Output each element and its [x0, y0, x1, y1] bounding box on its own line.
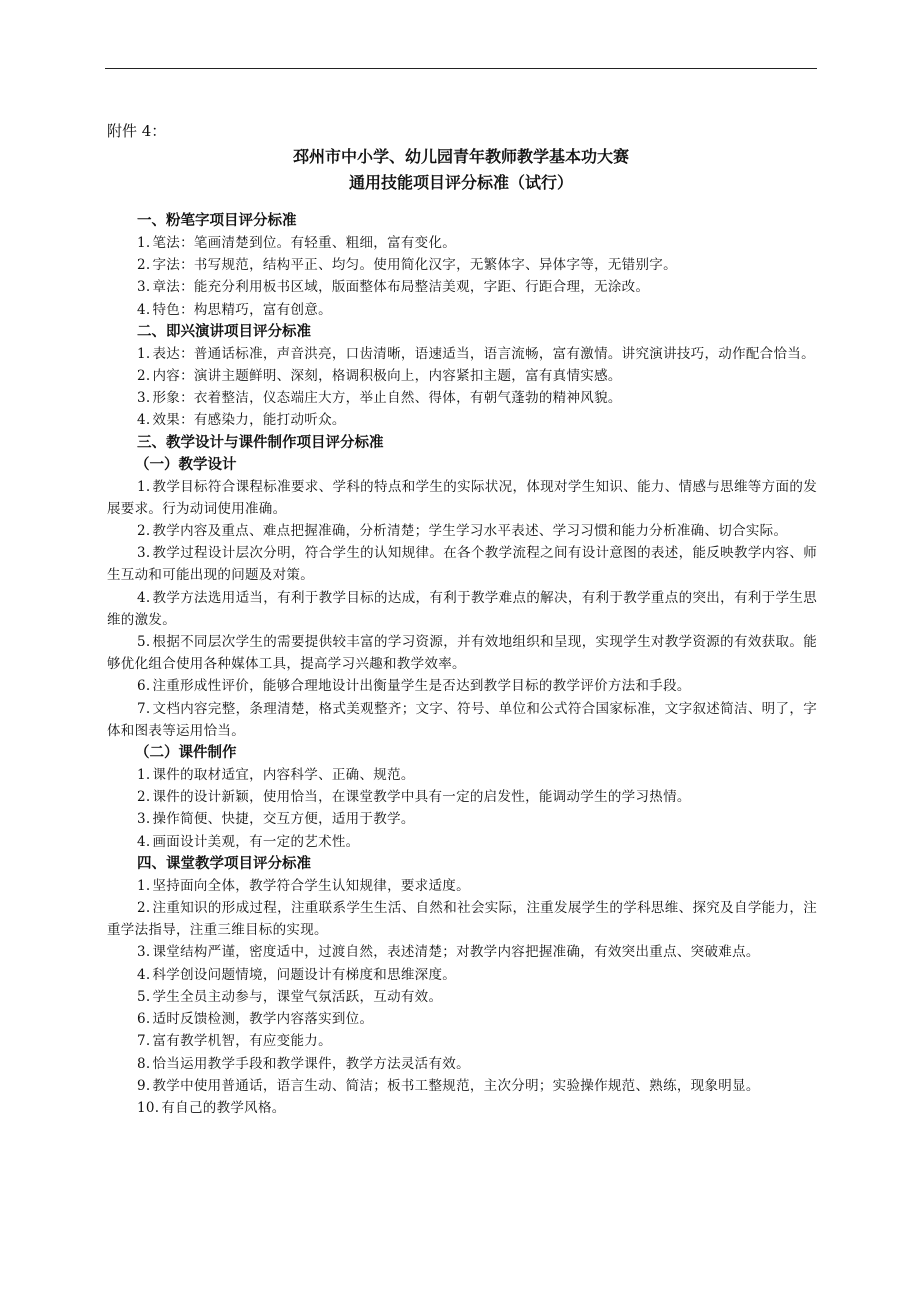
criterion-text: 操作简便、快捷，交互方便，适用于教学。	[152, 811, 415, 828]
criteria-section	[107, 210, 817, 321]
criterion-item	[107, 387, 817, 409]
criterion-number: 1.	[137, 767, 151, 784]
title-line-2: 通用技能项目评分标准（试行）	[348, 173, 573, 192]
criterion-text: 课件的取材适宜，内容科学、正确、规范。	[152, 767, 415, 784]
section-heading: 四、课堂教学项目评分标准	[137, 854, 311, 872]
criterion-number: 7.	[137, 700, 151, 717]
criterion-number: 4.	[137, 412, 151, 429]
criterion-item	[107, 232, 817, 254]
criterion-text: 学生全员主动参与，课堂气氛活跃，互动有效。	[152, 988, 443, 1005]
header-rule	[105, 68, 817, 69]
criteria-section	[107, 432, 817, 853]
criterion-item	[107, 520, 817, 542]
criterion-text: 文档内容完整，条理清楚，格式美观整齐；文字、符号、单位和公式符合国家标准，文字叙述简洁、明了，字体和图表等运用恰当。	[107, 700, 817, 739]
criterion-text: 坚持面向全体，教学符合学生认知规律，要求适度。	[152, 877, 470, 894]
criterion-text: 形象：衣着整洁，仪态端庄大方，举止自然、得体，有朝气蓬勃的精神风貌。	[152, 390, 622, 407]
criterion-number: 9.	[137, 1077, 151, 1094]
criterion-item	[107, 1008, 817, 1030]
criterion-item	[107, 542, 817, 586]
title-line-1: 邳州市中小学、幼儿园青年教师教学基本功大赛	[292, 147, 629, 166]
criterion-number: 4.	[137, 833, 151, 850]
criterion-item	[107, 587, 817, 631]
criterion-item	[107, 254, 817, 276]
criterion-text: 内容：演讲主题鲜明、深刻，格调积极向上，内容紧扣主题，富有真情实感。	[152, 368, 622, 385]
criterion-item	[107, 476, 817, 520]
criterion-text: 效果：有感染力，能打动听众。	[152, 412, 346, 429]
subsection-heading: （一）教学设计	[135, 455, 237, 473]
criterion-number: 1.	[137, 235, 151, 251]
criterion-number: 5.	[137, 988, 151, 1005]
criterion-item	[107, 343, 817, 365]
criterion-number: 3.	[137, 390, 151, 407]
criterion-item	[107, 808, 817, 830]
criterion-number: 3.	[137, 944, 151, 961]
criterion-item	[107, 698, 817, 742]
section-heading: 一、粉笔字项目评分标准	[137, 212, 297, 229]
criterion-item	[107, 299, 817, 321]
criterion-number: 1.	[137, 345, 151, 362]
criterion-text: 教学目标符合课程标准要求、学科的特点和学生的实际状况，体现对学生知识、能力、情感与思维等方面的发展要求。行为动词使用准确。	[107, 478, 817, 517]
criterion-item	[107, 941, 817, 963]
criterion-text: 适时反馈检测，教学内容落实到位。	[152, 1011, 374, 1028]
criterion-text: 特色：构思精巧，富有创意。	[152, 301, 332, 318]
section-heading: 二、即兴演讲项目评分标准	[137, 322, 311, 340]
subsection-heading: （二）课件制作	[135, 744, 237, 762]
criterion-number: 2.	[137, 900, 151, 917]
criterion-number: 2.	[137, 257, 151, 274]
criterion-number: 2.	[137, 789, 151, 806]
criterion-number: 8.	[137, 1055, 151, 1072]
section-heading: 三、教学设计与课件制作项目评分标准	[137, 433, 384, 451]
criterion-number: 6.	[137, 678, 151, 695]
criterion-item	[107, 1053, 817, 1075]
criterion-item	[107, 1075, 817, 1097]
criterion-text: 章法：能充分利用板书区域，版面整体布局整洁美观，字距、行距合理，无涂改。	[152, 279, 650, 296]
document-title	[105, 144, 817, 196]
criterion-text: 笔法：笔画清楚到位。有轻重、粗细，富有变化。	[152, 235, 457, 251]
document-body	[107, 210, 817, 1119]
criterion-text: 科学创设问题情境，问题设计有梯度和思维深度。	[152, 966, 457, 983]
criterion-number: 6.	[137, 1011, 151, 1028]
criterion-number: 2.	[137, 368, 151, 385]
criterion-number: 1.	[137, 877, 151, 894]
criterion-text: 课堂结构严谨，密度适中，过渡自然，表述清楚；对教学内容把握准确，有效突出重点、突破难点。	[152, 944, 760, 961]
criterion-text: 教学过程设计层次分明，符合学生的认知规律。在各个教学流程之间有设计意图的表述，能反映教学内容、师生互动和可能出现的问题及对策。	[107, 545, 817, 584]
criterion-item	[107, 675, 817, 697]
criterion-text: 表达：普通话标准，声音洪亮，口齿清晰，语速适当，语言流畅，富有激情。讲究演讲技巧，动作配合恰当。	[152, 345, 815, 362]
criterion-text: 教学内容及重点、难点把握准确，分析清楚；学生学习水平表述、学习习惯和能力分析准确、切合实际。	[152, 523, 788, 540]
criterion-number: 4.	[137, 301, 151, 318]
criterion-text: 字法：书写规范，结构平正、均匀。使用简化汉字，无繁体字、异体字等，无错别字。	[152, 257, 677, 274]
criterion-item	[107, 365, 817, 387]
criterion-item	[107, 897, 817, 941]
criterion-number: 1.	[137, 478, 151, 495]
criterion-text: 教学方法选用适当，有利于教学目标的达成，有利于教学难点的解决，有利于教学重点的突出，有利于学生思维的激发。	[107, 589, 817, 628]
criterion-item	[107, 875, 817, 897]
criterion-number: 2.	[137, 523, 151, 540]
criterion-text: 富有教学机智，有应变能力。	[152, 1033, 332, 1050]
criterion-number: 7.	[137, 1033, 151, 1050]
criterion-number: 4.	[137, 966, 151, 983]
criterion-item	[107, 409, 817, 431]
attachment-label: 附件 4：	[107, 122, 167, 140]
criterion-number: 3.	[137, 545, 151, 562]
criterion-text: 注重知识的形成过程，注重联系学生生活、自然和社会实际，注重发展学生的学科思维、探究及自学能力，注重学法指导，注重三维目标的实现。	[107, 900, 817, 939]
criterion-item	[107, 276, 817, 298]
criterion-text: 恰当运用教学手段和教学课件，教学方法灵活有效。	[152, 1055, 470, 1072]
criterion-number: 4.	[137, 589, 151, 606]
criterion-number: 5.	[137, 634, 151, 651]
criterion-item	[107, 1097, 817, 1119]
criterion-item	[107, 631, 817, 675]
criterion-text: 有自己的教学风格。	[161, 1099, 286, 1116]
criterion-item	[107, 986, 817, 1008]
criterion-text: 课件的设计新颖，使用恰当，在课堂教学中具有一定的启发性，能调动学生的学习热情。	[152, 789, 691, 806]
criterion-number: 10.	[137, 1099, 160, 1116]
criterion-number: 3.	[137, 811, 151, 828]
criterion-item	[107, 964, 817, 986]
criterion-number: 3.	[137, 279, 151, 296]
criteria-section	[107, 321, 817, 432]
criterion-text: 根据不同层次学生的需要提供较丰富的学习资源，并有效地组织和呈现，实现学生对教学资源的有效获取。能够优化组合使用各种媒体工具，提高学习兴趣和教学效率。	[107, 634, 817, 673]
criterion-text: 教学中使用普通话，语言生动、简洁；板书工整规范，主次分明；实验操作规范、熟练，现象明显。	[152, 1077, 760, 1094]
criterion-item	[107, 1030, 817, 1052]
criterion-text: 注重形成性评价，能够合理地设计出衡量学生是否达到教学目标的教学评价方法和手段。	[152, 678, 691, 695]
criterion-item	[107, 786, 817, 808]
criteria-section	[107, 853, 817, 1119]
criterion-item	[107, 764, 817, 786]
criterion-item	[107, 831, 817, 853]
criterion-text: 画面设计美观，有一定的艺术性。	[152, 833, 360, 850]
